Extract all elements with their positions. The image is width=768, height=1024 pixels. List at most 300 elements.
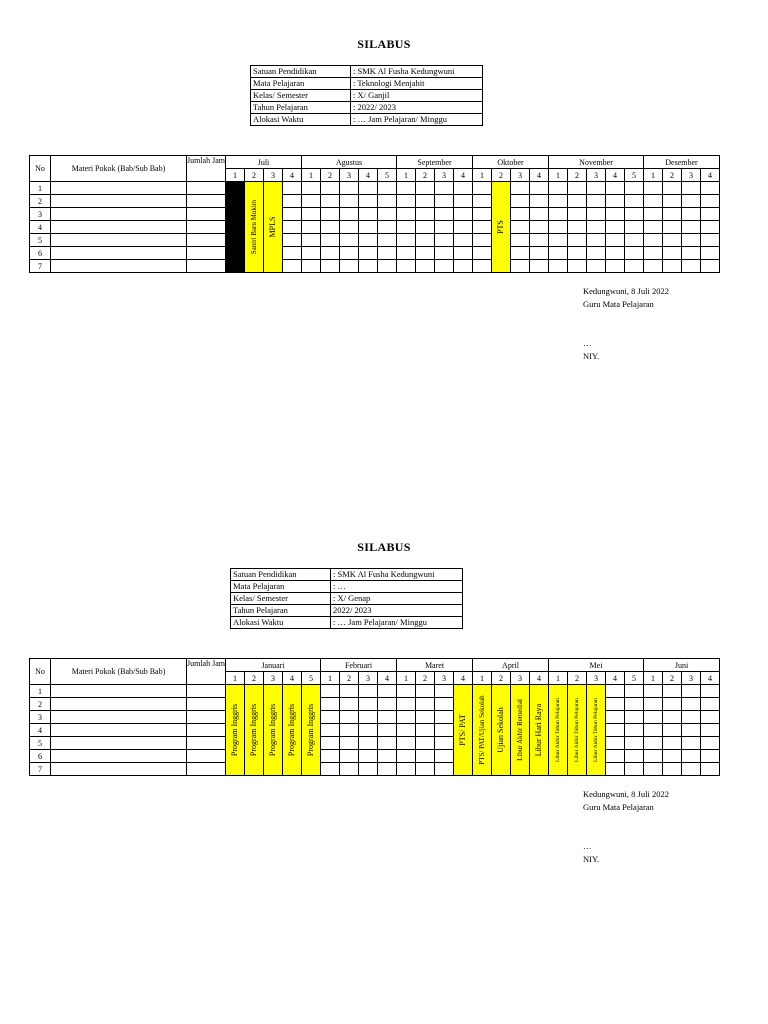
- calendar-cell: [454, 195, 473, 208]
- mark-label: Program Inggris: [268, 703, 277, 757]
- materi-cell: [51, 260, 187, 273]
- materi-cell: [51, 698, 187, 711]
- week-header: 4: [283, 169, 302, 182]
- calendar-mark: [245, 685, 264, 776]
- mark-label: Ujian Sekolah: [496, 707, 505, 753]
- calendar-cell: [606, 234, 625, 247]
- calendar-cell: [359, 182, 378, 195]
- calendar-cell: [625, 260, 644, 273]
- calendar-cell: [549, 247, 568, 260]
- calendar-cell: [701, 724, 720, 737]
- calendar-cell: [625, 195, 644, 208]
- calendar-cell: [397, 724, 416, 737]
- identity-value: : … Jam Pelajaran/ Minggu: [331, 617, 463, 629]
- page-title: SILABUS: [357, 37, 411, 51]
- calendar-cell: [359, 698, 378, 711]
- calendar-cell: [568, 182, 587, 195]
- calendar-cell: [587, 208, 606, 221]
- calendar-cell: [511, 195, 530, 208]
- calendar-cell: [435, 182, 454, 195]
- calendar-cell: [416, 260, 435, 273]
- calendar-cell: [587, 221, 606, 234]
- table-row: [30, 724, 720, 737]
- week-header: 3: [264, 672, 283, 685]
- signature-line: [583, 827, 669, 840]
- calendar-cell: [359, 208, 378, 221]
- mark-label: Libur Akhir Remedial: [516, 699, 524, 761]
- table-row: [30, 711, 720, 724]
- calendar-mark: [549, 685, 568, 776]
- calendar-cell: [625, 685, 644, 698]
- signature-line: [583, 311, 669, 324]
- calendar-cell: [340, 724, 359, 737]
- jam-cell: [187, 711, 226, 724]
- calendar-cell: [663, 750, 682, 763]
- calendar-cell: [359, 195, 378, 208]
- calendar-cell: [283, 260, 302, 273]
- table-row: [30, 260, 720, 273]
- mark-wrap: [530, 685, 548, 775]
- silabus-section: [0, 503, 768, 1015]
- calendar-mark: [587, 685, 606, 776]
- calendar-cell: [473, 260, 492, 273]
- calendar-cell: [435, 737, 454, 750]
- mark-wrap: [492, 685, 510, 775]
- week-header: 3: [511, 672, 530, 685]
- calendar-cell: [473, 195, 492, 208]
- week-header: 2: [492, 169, 511, 182]
- header-materi: Materi Pokok (Bab/Sub Bab): [51, 156, 187, 182]
- row-number: 4: [30, 221, 51, 234]
- row-number: 5: [30, 234, 51, 247]
- calendar-cell: [378, 763, 397, 776]
- calendar-cell: [701, 208, 720, 221]
- identity-table: [230, 568, 463, 629]
- table-row: [30, 195, 720, 208]
- calendar-cell: [625, 698, 644, 711]
- calendar-cell: [435, 260, 454, 273]
- calendar-cell: [416, 685, 435, 698]
- calendar-cell: [587, 234, 606, 247]
- table-row: [30, 182, 720, 195]
- calendar-mark: [302, 685, 321, 776]
- calendar-cell: [511, 221, 530, 234]
- header-no: No: [30, 659, 51, 685]
- jam-cell: [187, 247, 226, 260]
- materi-cell: [51, 711, 187, 724]
- week-header: 5: [625, 169, 644, 182]
- row-number: 3: [30, 208, 51, 221]
- calendar-cell: [701, 698, 720, 711]
- calendar-cell: [359, 750, 378, 763]
- calendar-cell: [397, 234, 416, 247]
- calendar-cell: [378, 234, 397, 247]
- calendar-cell: [454, 234, 473, 247]
- week-header: 1: [321, 672, 340, 685]
- mark-wrap: [473, 685, 491, 775]
- week-header: 2: [245, 672, 264, 685]
- calendar-cell: [454, 208, 473, 221]
- calendar-cell: [473, 208, 492, 221]
- month-header: Desember: [644, 156, 720, 169]
- calendar-cell: [454, 260, 473, 273]
- calendar-cell: [530, 234, 549, 247]
- calendar-mark: [473, 685, 492, 776]
- row-number: 3: [30, 711, 51, 724]
- signature-line: Guru Mata Pelajaran: [583, 299, 654, 309]
- jam-cell: [187, 182, 226, 195]
- row-number: 6: [30, 247, 51, 260]
- calendar-cell: [530, 195, 549, 208]
- calendar-cell: [321, 182, 340, 195]
- jam-cell: [187, 208, 226, 221]
- calendar-mark: [530, 685, 549, 776]
- row-number: 1: [30, 685, 51, 698]
- calendar-cell: [340, 208, 359, 221]
- calendar-cell: [644, 260, 663, 273]
- row-number: 2: [30, 195, 51, 208]
- mark-wrap: [245, 685, 263, 775]
- calendar-cell: [530, 221, 549, 234]
- calendar-cell: [378, 750, 397, 763]
- materi-cell: [51, 208, 187, 221]
- calendar-cell: [644, 737, 663, 750]
- calendar-cell: [340, 221, 359, 234]
- calendar-cell: [587, 182, 606, 195]
- week-header: 1: [644, 672, 663, 685]
- calendar-cell: [454, 221, 473, 234]
- calendar-cell: [511, 234, 530, 247]
- table-row: [30, 208, 720, 221]
- calendar-cell: [397, 195, 416, 208]
- calendar-cell: [663, 260, 682, 273]
- row-number: 7: [30, 260, 51, 273]
- week-header: 1: [226, 169, 245, 182]
- mark-wrap: [587, 685, 605, 775]
- table-row: [30, 247, 720, 260]
- calendar-cell: [511, 208, 530, 221]
- week-header: 2: [568, 169, 587, 182]
- identity-label: Tahun Pelajaran: [231, 605, 331, 617]
- week-header: 5: [625, 672, 644, 685]
- calendar-cell: [606, 182, 625, 195]
- materi-cell: [51, 221, 187, 234]
- calendar-cell: [435, 711, 454, 724]
- header-jumlah-jam: Jumlah Jam: [187, 156, 226, 182]
- row-number: 5: [30, 737, 51, 750]
- calendar-cell: [283, 247, 302, 260]
- calendar-cell: [606, 698, 625, 711]
- week-header: 2: [416, 169, 435, 182]
- calendar-cell: [378, 195, 397, 208]
- week-header: 4: [378, 672, 397, 685]
- calendar-cell: [587, 260, 606, 273]
- identity-value: : … Jam Pelajaran/ Minggu: [351, 114, 483, 126]
- jam-cell: [187, 260, 226, 273]
- week-header: 1: [226, 672, 245, 685]
- header-materi: Materi Pokok (Bab/Sub Bab): [51, 659, 187, 685]
- calendar-cell: [625, 221, 644, 234]
- mark-label: Libur Hari Raya: [534, 703, 543, 757]
- calendar-cell: [682, 234, 701, 247]
- calendar-cell: [644, 698, 663, 711]
- calendar-cell: [416, 724, 435, 737]
- calendar-cell: [625, 234, 644, 247]
- week-header: 3: [682, 169, 701, 182]
- calendar-cell: [473, 234, 492, 247]
- calendar-cell: [435, 698, 454, 711]
- calendar-cell: [682, 698, 701, 711]
- week-header: 3: [435, 169, 454, 182]
- calendar-cell: [321, 737, 340, 750]
- calendar-cell: [283, 182, 302, 195]
- signature-line: …: [583, 338, 592, 348]
- week-header: 1: [397, 169, 416, 182]
- calendar-cell: [625, 247, 644, 260]
- calendar-cell: [663, 221, 682, 234]
- month-header: September: [397, 156, 473, 169]
- calendar-cell: [682, 737, 701, 750]
- mark-label: PTS/ PAT: [458, 714, 467, 746]
- calendar-cell: [549, 208, 568, 221]
- calendar-cell: [321, 711, 340, 724]
- calendar-cell: [473, 221, 492, 234]
- calendar-cell: [701, 750, 720, 763]
- calendar-cell: [682, 247, 701, 260]
- schedule-table: [29, 658, 720, 776]
- mark-wrap: [454, 685, 472, 775]
- materi-cell: [51, 685, 187, 698]
- calendar-cell: [321, 260, 340, 273]
- week-header: 4: [606, 672, 625, 685]
- week-header: 3: [682, 672, 701, 685]
- mark-wrap: [283, 685, 301, 775]
- mark-label: Libur Akhir Tahun Pelajaran: [574, 698, 580, 762]
- calendar-cell: [511, 260, 530, 273]
- calendar-cell: [435, 221, 454, 234]
- calendar-cell: [606, 208, 625, 221]
- calendar-cell: [378, 260, 397, 273]
- calendar-cell: [644, 208, 663, 221]
- calendar-mark: [492, 182, 511, 273]
- identity-label: Mata Pelajaran: [251, 78, 351, 90]
- calendar-cell: [682, 685, 701, 698]
- calendar-cell: [663, 195, 682, 208]
- calendar-cell: [568, 221, 587, 234]
- mark-wrap: [492, 182, 510, 272]
- calendar-cell: [416, 247, 435, 260]
- mark-wrap: [226, 685, 244, 775]
- calendar-cell: [340, 685, 359, 698]
- calendar-cell: [682, 221, 701, 234]
- signature-block: [583, 285, 669, 363]
- week-header: 4: [530, 169, 549, 182]
- month-header: Oktober: [473, 156, 549, 169]
- week-header: 3: [587, 169, 606, 182]
- calendar-cell: [644, 685, 663, 698]
- calendar-cell: [397, 750, 416, 763]
- calendar-cell: [644, 221, 663, 234]
- calendar-cell: [663, 737, 682, 750]
- week-header: 4: [359, 169, 378, 182]
- week-header: 5: [378, 169, 397, 182]
- week-header: 2: [568, 672, 587, 685]
- calendar-cell: [397, 221, 416, 234]
- calendar-cell: [359, 221, 378, 234]
- calendar-cell: [549, 234, 568, 247]
- week-header: 1: [549, 169, 568, 182]
- mark-wrap: [245, 182, 263, 272]
- calendar-cell: [701, 685, 720, 698]
- week-header: 4: [701, 672, 720, 685]
- calendar-cell: [625, 182, 644, 195]
- calendar-cell: [644, 724, 663, 737]
- month-header-row: [30, 659, 720, 672]
- identity-value: : SMK Al Fusha Kedungwuni: [331, 569, 463, 581]
- table-row: [30, 698, 720, 711]
- calendar-cell: [701, 711, 720, 724]
- calendar-cell: [416, 737, 435, 750]
- calendar-cell: [359, 724, 378, 737]
- calendar-cell: [644, 763, 663, 776]
- schedule-table: [29, 155, 720, 273]
- month-header: Juli: [226, 156, 302, 169]
- calendar-cell: [302, 221, 321, 234]
- calendar-cell: [606, 247, 625, 260]
- week-header: 3: [340, 169, 359, 182]
- week-header: 2: [663, 672, 682, 685]
- header-jumlah-jam: Jumlah Jam: [187, 659, 226, 685]
- calendar-cell: [397, 711, 416, 724]
- calendar-cell: [549, 221, 568, 234]
- calendar-cell: [378, 208, 397, 221]
- calendar-cell: [606, 724, 625, 737]
- table-row: [30, 750, 720, 763]
- calendar-cell: [606, 195, 625, 208]
- week-header: 1: [644, 169, 663, 182]
- calendar-cell: [606, 685, 625, 698]
- calendar-cell: [397, 260, 416, 273]
- mark-label: MPLS: [268, 216, 277, 238]
- calendar-cell: [625, 763, 644, 776]
- calendar-cell: [416, 221, 435, 234]
- calendar-cell: [378, 685, 397, 698]
- calendar-cell: [682, 195, 701, 208]
- page-title: SILABUS: [357, 540, 411, 554]
- calendar-cell: [701, 182, 720, 195]
- month-header: Agustus: [302, 156, 397, 169]
- row-number: 2: [30, 698, 51, 711]
- calendar-cell: [435, 195, 454, 208]
- calendar-cell: [682, 750, 701, 763]
- calendar-cell: [701, 247, 720, 260]
- table-row: [30, 685, 720, 698]
- calendar-cell: [435, 724, 454, 737]
- table-row: [30, 221, 720, 234]
- calendar-cell: [302, 182, 321, 195]
- mark-label: Santri Baru Mukim: [250, 199, 258, 255]
- jam-cell: [187, 724, 226, 737]
- calendar-cell: [549, 195, 568, 208]
- calendar-cell: [530, 247, 549, 260]
- calendar-cell: [340, 698, 359, 711]
- identity-label: Alokasi Waktu: [231, 617, 331, 629]
- header-no: No: [30, 156, 51, 182]
- calendar-cell: [435, 208, 454, 221]
- calendar-cell: [644, 247, 663, 260]
- calendar-cell: [663, 685, 682, 698]
- calendar-cell: [435, 685, 454, 698]
- identity-row: [231, 605, 463, 617]
- signature-line: Guru Mata Pelajaran: [583, 802, 654, 812]
- calendar-cell: [435, 763, 454, 776]
- calendar-cell: [606, 763, 625, 776]
- calendar-cell: [321, 698, 340, 711]
- identity-value: : X/ Ganjil: [351, 90, 483, 102]
- materi-cell: [51, 737, 187, 750]
- calendar-cell: [416, 750, 435, 763]
- calendar-cell: [416, 711, 435, 724]
- calendar-mark: [454, 685, 473, 776]
- calendar-cell: [663, 698, 682, 711]
- row-number: 4: [30, 724, 51, 737]
- week-header: 4: [283, 672, 302, 685]
- signature-line: Kedungwuni, 8 Juli 2022: [583, 286, 669, 296]
- calendar-cell: [701, 234, 720, 247]
- calendar-cell: [378, 724, 397, 737]
- calendar-cell: [283, 208, 302, 221]
- calendar-cell: [397, 763, 416, 776]
- calendar-cell: [378, 182, 397, 195]
- mark-label: Program Inggris: [249, 703, 258, 757]
- calendar-cell: [511, 247, 530, 260]
- identity-row: [231, 593, 463, 605]
- calendar-cell: [302, 234, 321, 247]
- week-header: 4: [454, 672, 473, 685]
- week-header: 2: [492, 672, 511, 685]
- week-header: 5: [302, 672, 321, 685]
- identity-label: Kelas/ Semester: [231, 593, 331, 605]
- calendar-cell: [359, 763, 378, 776]
- calendar-cell: [587, 247, 606, 260]
- week-header: 1: [302, 169, 321, 182]
- week-header: 1: [397, 672, 416, 685]
- calendar-cell: [378, 737, 397, 750]
- week-header: 2: [321, 169, 340, 182]
- calendar-cell: [340, 247, 359, 260]
- mark-label: Libur Akhir Tahun Pelajaran: [555, 698, 561, 762]
- week-header: 2: [416, 672, 435, 685]
- calendar-cell: [302, 208, 321, 221]
- calendar-cell: [340, 182, 359, 195]
- calendar-cell: [321, 195, 340, 208]
- calendar-cell: [473, 182, 492, 195]
- calendar-cell: [644, 195, 663, 208]
- jam-cell: [187, 750, 226, 763]
- month-header: Juni: [644, 659, 720, 672]
- month-header-row: [30, 156, 720, 169]
- calendar-cell: [663, 724, 682, 737]
- materi-cell: [51, 724, 187, 737]
- calendar-cell: [340, 711, 359, 724]
- calendar-cell: [663, 247, 682, 260]
- calendar-cell: [321, 234, 340, 247]
- mark-label: Libur Akhir Tahun Pelajaran: [593, 698, 599, 762]
- calendar-cell: [682, 182, 701, 195]
- calendar-mark: [264, 685, 283, 776]
- identity-label: Satuan Pendidikan: [251, 66, 351, 78]
- calendar-cell: [625, 737, 644, 750]
